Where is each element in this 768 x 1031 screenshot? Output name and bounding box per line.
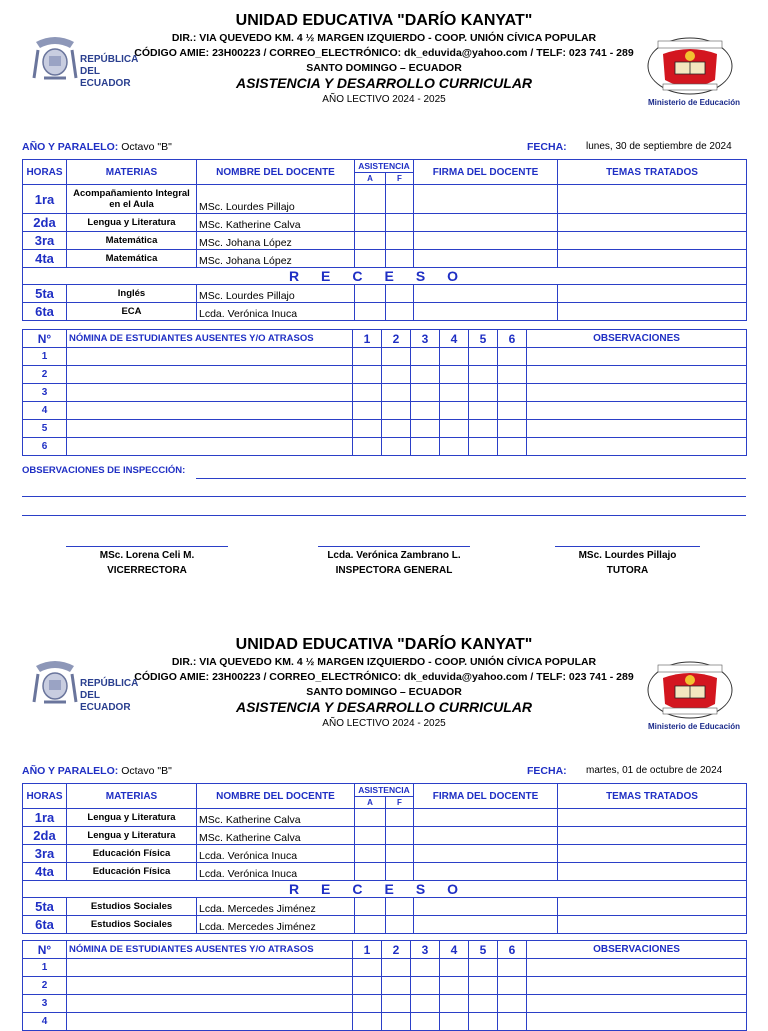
firma-cell[interactable] xyxy=(414,285,558,303)
materia-cell: ECA xyxy=(67,303,197,321)
student-name-cell[interactable] xyxy=(67,977,353,995)
observation-cell[interactable] xyxy=(527,366,747,384)
header-period-6: 6 xyxy=(498,941,527,959)
sheet-header xyxy=(0,624,768,744)
period-mark-cell[interactable] xyxy=(353,384,382,402)
date-label: FECHA: xyxy=(527,141,567,153)
period-mark-cell[interactable] xyxy=(469,420,498,438)
school-seal-logo xyxy=(645,660,741,732)
period-mark-cell[interactable] xyxy=(440,402,469,420)
header-observaciones: OBSERVACIONES xyxy=(527,941,747,959)
period-mark-cell[interactable] xyxy=(469,995,498,1013)
materia-cell: Estudios Sociales xyxy=(67,916,197,934)
period-mark-cell[interactable] xyxy=(498,438,527,456)
schedule-row xyxy=(23,285,747,303)
absent-row xyxy=(23,438,747,456)
period-mark-cell[interactable] xyxy=(382,402,411,420)
observation-cell[interactable] xyxy=(527,959,747,977)
docente-cell: MSc. Lourdes Pillajo xyxy=(197,285,355,303)
hora-cell: 4ta xyxy=(23,250,67,268)
header-horas: HORAS xyxy=(23,160,67,185)
school-contact: CÓDIGO AMIE: 23H00223 / CORREO_ELECTRÓNICO: dk_eduvida@yahoo.com / TELF: 023 741 - 289 xyxy=(134,47,634,59)
absent-students-table xyxy=(22,940,747,1031)
hora-cell: 3ra xyxy=(23,845,67,863)
hora-cell: 3ra xyxy=(23,232,67,250)
temas-cell[interactable] xyxy=(558,827,747,845)
absent-row xyxy=(23,977,747,995)
schedule-table xyxy=(22,159,747,321)
period-mark-cell[interactable] xyxy=(440,348,469,366)
student-name-cell[interactable] xyxy=(67,348,353,366)
period-mark-cell[interactable] xyxy=(411,420,440,438)
period-mark-cell[interactable] xyxy=(440,1013,469,1031)
header-a: A xyxy=(355,173,386,185)
signatory-role: VICERRECTORA xyxy=(107,565,187,576)
asistencia-a-cell[interactable] xyxy=(355,285,386,303)
asistencia-f-cell[interactable] xyxy=(386,214,414,232)
course-label: AÑO Y PARALELO: xyxy=(22,141,119,153)
firma-cell[interactable] xyxy=(414,898,558,916)
docente-cell: MSc. Katherine Calva xyxy=(197,214,355,232)
hora-cell: 1ra xyxy=(23,185,67,214)
period-mark-cell[interactable] xyxy=(382,420,411,438)
period-mark-cell[interactable] xyxy=(382,384,411,402)
observation-cell[interactable] xyxy=(527,438,747,456)
school-seal-logo xyxy=(645,36,741,108)
signature-line[interactable] xyxy=(66,546,228,547)
period-mark-cell[interactable] xyxy=(353,959,382,977)
temas-cell[interactable] xyxy=(558,214,747,232)
student-name-cell[interactable] xyxy=(67,1013,353,1031)
docente-cell: Lcda. Mercedes Jiménez xyxy=(197,898,355,916)
header-period-3: 3 xyxy=(411,330,440,348)
period-mark-cell[interactable] xyxy=(469,977,498,995)
period-mark-cell[interactable] xyxy=(469,959,498,977)
observation-cell[interactable] xyxy=(527,977,747,995)
asistencia-f-cell[interactable] xyxy=(386,185,414,214)
absent-row xyxy=(23,420,747,438)
materia-cell: Matemática xyxy=(67,232,197,250)
student-name-cell[interactable] xyxy=(67,959,353,977)
schedule-row xyxy=(23,303,747,321)
period-mark-cell[interactable] xyxy=(411,977,440,995)
docente-cell: Lcda. Verónica Inuca xyxy=(197,845,355,863)
period-mark-cell[interactable] xyxy=(353,420,382,438)
student-name-cell[interactable] xyxy=(67,438,353,456)
ministry-label: Ministerio de Educación xyxy=(648,98,741,107)
period-mark-cell[interactable] xyxy=(382,977,411,995)
asistencia-a-cell[interactable] xyxy=(355,898,386,916)
docente-cell: MSc. Johana López xyxy=(197,232,355,250)
absent-students-table xyxy=(22,329,747,456)
document-title: ASISTENCIA Y DESARROLLO CURRICULAR xyxy=(235,699,533,715)
period-mark-cell[interactable] xyxy=(411,384,440,402)
header-nomina: NÓMINA DE ESTUDIANTES AUSENTES Y/O ATRASOS xyxy=(67,330,353,348)
document-title: ASISTENCIA Y DESARROLLO CURRICULAR xyxy=(235,75,533,91)
hora-cell: 2da xyxy=(23,827,67,845)
period-mark-cell[interactable] xyxy=(498,384,527,402)
inspection-label: OBSERVACIONES DE INSPECCIÓN: xyxy=(22,465,186,476)
header-period-5: 5 xyxy=(469,330,498,348)
asistencia-a-cell[interactable] xyxy=(355,303,386,321)
period-mark-cell[interactable] xyxy=(469,384,498,402)
school-year: AÑO LECTIVO 2024 - 2025 xyxy=(322,718,446,729)
header-materias: MATERIAS xyxy=(67,784,197,809)
period-mark-cell[interactable] xyxy=(440,366,469,384)
materia-cell: Lengua y Literatura xyxy=(67,827,197,845)
temas-cell[interactable] xyxy=(558,232,747,250)
period-mark-cell[interactable] xyxy=(411,366,440,384)
inspection-line[interactable] xyxy=(22,515,746,516)
materia-cell: Estudios Sociales xyxy=(67,898,197,916)
absent-row xyxy=(23,366,747,384)
hora-cell: 5ta xyxy=(23,898,67,916)
course-date-row xyxy=(22,141,746,155)
temas-cell[interactable] xyxy=(558,898,747,916)
materia-cell: Lengua y Literatura xyxy=(67,214,197,232)
signatory-name: MSc. Lourdes Pillajo xyxy=(578,550,677,561)
period-mark-cell[interactable] xyxy=(353,402,382,420)
observation-cell[interactable] xyxy=(527,995,747,1013)
student-name-cell[interactable] xyxy=(67,366,353,384)
schedule-row xyxy=(23,863,747,881)
course-label: AÑO Y PARALELO: xyxy=(22,765,119,777)
period-mark-cell[interactable] xyxy=(411,995,440,1013)
period-mark-cell[interactable] xyxy=(440,420,469,438)
temas-cell[interactable] xyxy=(558,845,747,863)
school-year: AÑO LECTIVO 2024 - 2025 xyxy=(322,94,446,105)
asistencia-a-cell[interactable] xyxy=(355,916,386,934)
header-materias: MATERIAS xyxy=(67,160,197,185)
date-label: FECHA: xyxy=(527,765,567,777)
asistencia-f-cell[interactable] xyxy=(386,863,414,881)
receso-row: RECESO xyxy=(23,881,747,898)
period-mark-cell[interactable] xyxy=(382,959,411,977)
materia-cell: Educación Física xyxy=(67,845,197,863)
schedule-row xyxy=(23,898,747,916)
header-period-4: 4 xyxy=(440,941,469,959)
asistencia-a-cell[interactable] xyxy=(355,185,386,214)
period-mark-cell[interactable] xyxy=(411,402,440,420)
signatory-role: TUTORA xyxy=(606,565,649,576)
period-mark-cell[interactable] xyxy=(411,959,440,977)
asistencia-a-cell[interactable] xyxy=(355,863,386,881)
firma-cell[interactable] xyxy=(414,303,558,321)
period-mark-cell[interactable] xyxy=(353,995,382,1013)
period-mark-cell[interactable] xyxy=(411,348,440,366)
header-docente: NOMBRE DEL DOCENTE xyxy=(197,784,355,809)
materia-cell: Inglés xyxy=(67,285,197,303)
period-mark-cell[interactable] xyxy=(498,1013,527,1031)
schedule-row xyxy=(23,845,747,863)
signature-block xyxy=(318,546,470,576)
schedule-row xyxy=(23,232,747,250)
header-period-1: 1 xyxy=(353,330,382,348)
date-value: lunes, 30 de septiembre de 2024 xyxy=(586,141,732,152)
asistencia-f-cell[interactable] xyxy=(386,809,414,827)
ministry-label: Ministerio de Educación xyxy=(648,722,741,731)
header-f: F xyxy=(386,797,414,809)
school-name: UNIDAD EDUCATIVA "DARÍO KANYAT" xyxy=(235,636,533,653)
absent-row xyxy=(23,995,747,1013)
temas-cell[interactable] xyxy=(558,809,747,827)
header-f: F xyxy=(386,173,414,185)
header-asistencia: ASISTENCIA xyxy=(355,160,414,173)
period-mark-cell[interactable] xyxy=(353,438,382,456)
period-mark-cell[interactable] xyxy=(498,995,527,1013)
period-mark-cell[interactable] xyxy=(469,402,498,420)
materia-cell: Matemática xyxy=(67,250,197,268)
header-firma: FIRMA DEL DOCENTE xyxy=(414,160,558,185)
student-name-cell[interactable] xyxy=(67,402,353,420)
attendance-sheet-2 xyxy=(0,624,768,1027)
asistencia-a-cell[interactable] xyxy=(355,250,386,268)
school-crest-icon xyxy=(645,660,735,720)
hora-cell: 1ra xyxy=(23,809,67,827)
schedule-row xyxy=(23,250,747,268)
temas-cell[interactable] xyxy=(558,863,747,881)
period-mark-cell[interactable] xyxy=(498,348,527,366)
period-mark-cell[interactable] xyxy=(498,420,527,438)
schedule-row xyxy=(23,827,747,845)
header-period-3: 3 xyxy=(411,941,440,959)
row-number: 2 xyxy=(23,366,67,384)
asistencia-f-cell[interactable] xyxy=(386,916,414,934)
absent-row xyxy=(23,1013,747,1031)
period-mark-cell[interactable] xyxy=(440,438,469,456)
student-name-cell[interactable] xyxy=(67,995,353,1013)
period-mark-cell[interactable] xyxy=(469,348,498,366)
firma-cell[interactable] xyxy=(414,214,558,232)
header-n: N° xyxy=(23,941,67,959)
period-mark-cell[interactable] xyxy=(469,366,498,384)
firma-cell[interactable] xyxy=(414,863,558,881)
schedule-table xyxy=(22,783,747,934)
signatory-role: INSPECTORA GENERAL xyxy=(335,565,453,576)
schedule-row xyxy=(23,809,747,827)
student-name-cell[interactable] xyxy=(67,420,353,438)
schedule-row xyxy=(23,916,747,934)
header-period-6: 6 xyxy=(498,330,527,348)
header-period-5: 5 xyxy=(469,941,498,959)
period-mark-cell[interactable] xyxy=(469,1013,498,1031)
header-period-2: 2 xyxy=(382,941,411,959)
signature-block xyxy=(555,546,700,576)
period-mark-cell[interactable] xyxy=(440,959,469,977)
signature-block xyxy=(66,546,228,576)
observation-cell[interactable] xyxy=(527,348,747,366)
school-city: SANTO DOMINGO – ECUADOR xyxy=(306,62,462,74)
sheet-header xyxy=(0,0,768,120)
period-mark-cell[interactable] xyxy=(411,438,440,456)
header-asistencia: ASISTENCIA xyxy=(355,784,414,797)
temas-cell[interactable] xyxy=(558,303,747,321)
docente-cell: Lcda. Verónica Inuca xyxy=(197,863,355,881)
firma-cell[interactable] xyxy=(414,845,558,863)
docente-cell: MSc. Katherine Calva xyxy=(197,809,355,827)
header-observaciones: OBSERVACIONES xyxy=(527,330,747,348)
period-mark-cell[interactable] xyxy=(469,438,498,456)
firma-cell[interactable] xyxy=(414,827,558,845)
firma-cell[interactable] xyxy=(414,809,558,827)
observation-cell[interactable] xyxy=(527,384,747,402)
period-mark-cell[interactable] xyxy=(382,438,411,456)
receso-row: RECESO xyxy=(23,268,747,285)
school-city: SANTO DOMINGO – ECUADOR xyxy=(306,686,462,698)
period-mark-cell[interactable] xyxy=(382,366,411,384)
header-docente: NOMBRE DEL DOCENTE xyxy=(197,160,355,185)
period-mark-cell[interactable] xyxy=(353,977,382,995)
header-horas: HORAS xyxy=(23,784,67,809)
period-mark-cell[interactable] xyxy=(353,366,382,384)
asistencia-a-cell[interactable] xyxy=(355,232,386,250)
row-number: 2 xyxy=(23,977,67,995)
period-mark-cell[interactable] xyxy=(440,977,469,995)
header-n: N° xyxy=(23,330,67,348)
asistencia-f-cell[interactable] xyxy=(386,250,414,268)
header-temas: TEMAS TRATADOS xyxy=(558,160,747,185)
header-period-4: 4 xyxy=(440,330,469,348)
docente-cell: Lcda. Mercedes Jiménez xyxy=(197,916,355,934)
row-number: 3 xyxy=(23,995,67,1013)
course-value: Octavo "B" xyxy=(121,765,172,777)
header-firma: FIRMA DEL DOCENTE xyxy=(414,784,558,809)
docente-cell: Lcda. Verónica Inuca xyxy=(197,303,355,321)
row-number: 3 xyxy=(23,384,67,402)
inspection-line[interactable] xyxy=(22,496,746,497)
school-name: UNIDAD EDUCATIVA "DARÍO KANYAT" xyxy=(235,12,533,29)
hora-cell: 2da xyxy=(23,214,67,232)
hora-cell: 5ta xyxy=(23,285,67,303)
schedule-row xyxy=(23,185,747,214)
school-address: DIR.: VIA QUEVEDO KM. 4 ½ MARGEN IZQUIERDO - COOP. UNIÓN CÍVICA POPULAR xyxy=(171,32,597,44)
schedule-row xyxy=(23,214,747,232)
period-mark-cell[interactable] xyxy=(498,959,527,977)
materia-cell: Acompañamiento Integral en el Aula xyxy=(67,185,197,214)
temas-cell[interactable] xyxy=(558,916,747,934)
docente-cell: MSc. Katherine Calva xyxy=(197,827,355,845)
absent-row xyxy=(23,402,747,420)
asistencia-a-cell[interactable] xyxy=(355,214,386,232)
course-date-row xyxy=(22,765,746,779)
republic-label: REPÚBLICA DEL ECUADOR xyxy=(80,54,139,89)
period-mark-cell[interactable] xyxy=(353,1013,382,1031)
absent-row xyxy=(23,959,747,977)
temas-cell[interactable] xyxy=(558,250,747,268)
absent-row xyxy=(23,384,747,402)
period-mark-cell[interactable] xyxy=(382,348,411,366)
firma-cell[interactable] xyxy=(414,232,558,250)
asistencia-f-cell[interactable] xyxy=(386,845,414,863)
row-number: 1 xyxy=(23,959,67,977)
docente-cell: MSc. Lourdes Pillajo xyxy=(197,185,355,214)
observation-cell[interactable] xyxy=(527,402,747,420)
asistencia-f-cell[interactable] xyxy=(386,303,414,321)
row-number: 4 xyxy=(23,1013,67,1031)
period-mark-cell[interactable] xyxy=(353,348,382,366)
period-mark-cell[interactable] xyxy=(411,1013,440,1031)
header-temas: TEMAS TRATADOS xyxy=(558,784,747,809)
signatory-name: MSc. Lorena Celi M. xyxy=(99,550,195,561)
date-value: martes, 01 de octubre de 2024 xyxy=(586,765,723,776)
period-mark-cell[interactable] xyxy=(498,366,527,384)
materia-cell: Educación Física xyxy=(67,863,197,881)
asistencia-a-cell[interactable] xyxy=(355,845,386,863)
signature-line[interactable] xyxy=(555,546,700,547)
absent-row xyxy=(23,348,747,366)
period-mark-cell[interactable] xyxy=(440,995,469,1013)
school-crest-icon xyxy=(645,36,735,96)
header-a: A xyxy=(355,797,386,809)
republic-label: REPÚBLICA DEL ECUADOR xyxy=(80,678,139,713)
period-mark-cell[interactable] xyxy=(382,1013,411,1031)
inspection-line[interactable] xyxy=(196,478,746,479)
firma-cell[interactable] xyxy=(414,250,558,268)
hora-cell: 6ta xyxy=(23,916,67,934)
hora-cell: 4ta xyxy=(23,863,67,881)
observation-cell[interactable] xyxy=(527,1013,747,1031)
row-number: 1 xyxy=(23,348,67,366)
row-number: 5 xyxy=(23,420,67,438)
period-mark-cell[interactable] xyxy=(498,402,527,420)
header-period-2: 2 xyxy=(382,330,411,348)
temas-cell[interactable] xyxy=(558,285,747,303)
asistencia-a-cell[interactable] xyxy=(355,827,386,845)
period-mark-cell[interactable] xyxy=(498,977,527,995)
firma-cell[interactable] xyxy=(414,185,558,214)
asistencia-a-cell[interactable] xyxy=(355,809,386,827)
header-nomina: NÓMINA DE ESTUDIANTES AUSENTES Y/O ATRASOS xyxy=(67,941,353,959)
hora-cell: 6ta xyxy=(23,303,67,321)
course-value: Octavo "B" xyxy=(121,141,172,153)
temas-cell[interactable] xyxy=(558,185,747,214)
asistencia-f-cell[interactable] xyxy=(386,232,414,250)
school-address: DIR.: VIA QUEVEDO KM. 4 ½ MARGEN IZQUIERDO - COOP. UNIÓN CÍVICA POPULAR xyxy=(171,656,597,668)
signature-line[interactable] xyxy=(318,546,470,547)
student-name-cell[interactable] xyxy=(67,384,353,402)
period-mark-cell[interactable] xyxy=(382,995,411,1013)
asistencia-f-cell[interactable] xyxy=(386,827,414,845)
materia-cell: Lengua y Literatura xyxy=(67,809,197,827)
row-number: 4 xyxy=(23,402,67,420)
firma-cell[interactable] xyxy=(414,916,558,934)
signatory-name: Lcda. Verónica Zambrano L. xyxy=(327,550,461,561)
school-contact: CÓDIGO AMIE: 23H00223 / CORREO_ELECTRÓNICO: dk_eduvida@yahoo.com / TELF: 023 741 - 289 xyxy=(134,671,634,683)
docente-cell: MSc. Johana López xyxy=(197,250,355,268)
row-number: 6 xyxy=(23,438,67,456)
period-mark-cell[interactable] xyxy=(440,384,469,402)
observation-cell[interactable] xyxy=(527,420,747,438)
asistencia-f-cell[interactable] xyxy=(386,285,414,303)
asistencia-f-cell[interactable] xyxy=(386,898,414,916)
header-period-1: 1 xyxy=(353,941,382,959)
